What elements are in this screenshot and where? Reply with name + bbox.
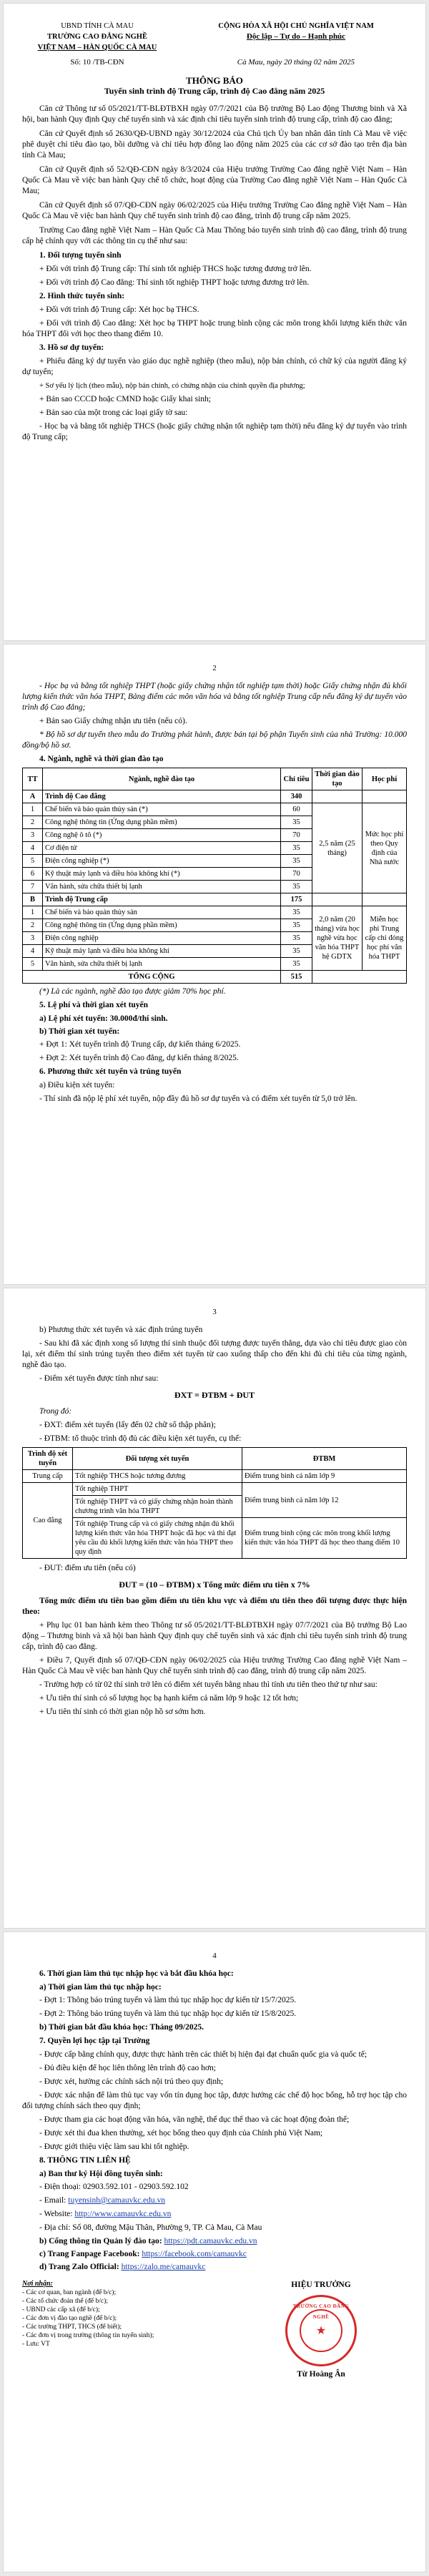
list-item: - Được tham gia các hoạt động văn hóa, văn nghệ, thể dục thể thao và các hoạt động đoàn thể;: [39, 2115, 350, 2124]
programs-table: [22, 768, 407, 984]
section-heading: 6. Phương thức xét tuyển và trúng tuyển: [39, 1067, 182, 1076]
table-cell: Trung cấp: [23, 1470, 73, 1483]
table-cell: 1: [23, 803, 43, 816]
contact-phone: - Điện thoại: 02903.592.101 - 02903.592.102: [39, 2183, 189, 2191]
page-number: 2: [212, 664, 217, 672]
intro-paragraph: Căn cứ Quyết định số 07/QĐ-CĐN ngày 06/02/2025 của Hiệu trưởng Trường Cao đẳng nghề Việt Nam – Hàn Quốc Cà Mau về việc ban hành Quy chế tuyển sinh trình độ cao đẳng, trình độ trung cấp năm 2025.: [22, 201, 407, 220]
list-item: + Đợt 2: Xét tuyển trình độ Cao đẳng, dự kiến tháng 8/2025.: [39, 1054, 239, 1062]
document-subtitle: Tuyển sinh trình độ Trung cấp, trình độ Cao đẳng năm 2025: [104, 86, 325, 96]
table-cell: 3: [23, 932, 43, 945]
list-item: - Đợt 1: Thông báo trúng tuyển và làm thủ tục nhập học dự kiến từ 15/7/2025.: [39, 1996, 297, 2004]
table-cell: 35: [281, 842, 312, 855]
nation-motto: Độc lập – Tự do – Hạnh phúc: [246, 32, 346, 41]
table-cell: Công nghệ thông tin (Ứng dụng phần mềm): [43, 919, 281, 932]
table-header: Đối tượng xét tuyển: [73, 1448, 242, 1470]
list-item: + Đối với trình độ Trung cấp: Xét học bạ THCS.: [39, 305, 199, 314]
table-cell: 35: [281, 945, 312, 958]
list-item: - Học bạ và bằng tốt nghiệp THCS (hoặc giấy chứng nhận tốt nghiệp tạm thời) nếu đăng ký dự tuyển vào trình độ Trung cấp;: [22, 422, 407, 441]
place-date: Cà Mau, ngày 20 tháng 02 năm 2025: [237, 58, 355, 67]
table-cell: [363, 790, 407, 803]
section-heading: 6. Thời gian làm thủ tục nhập học và bắt đầu khóa học:: [39, 1969, 234, 1978]
intro-paragraph: Căn cứ Quyết định số 52/QĐ-CĐN ngày 8/3/2024 của Hiệu trưởng Trường Cao đẳng nghề Việt Nam – Hàn Quốc Cà Mau về việc ban hành Quy chế tổ chức, hoạt động của Trường Cao đẳng nghề Việt Nam – Hàn Quốc Cà Mau;: [22, 165, 407, 195]
document-title: THÔNG BÁO: [186, 75, 243, 86]
table-cell: 35: [281, 958, 312, 971]
table-row: [23, 906, 407, 919]
table-header: Chỉ tiêu: [281, 768, 312, 790]
table-total-row: [23, 971, 407, 984]
subsection-heading: a) Ban thư ký Hội đồng tuyển sinh:: [39, 2170, 163, 2178]
document-header: [22, 21, 407, 53]
document-page-2: [3, 644, 426, 1285]
table-cell: A: [23, 790, 43, 803]
section-heading: 8. THÔNG TIN LIÊN HỆ: [39, 2156, 131, 2165]
formula: ĐXT = ĐTBM + ĐUT: [174, 1390, 255, 1400]
list-item: + Ưu tiên thí sinh có thời gian nộp hồ sơ sớm hơn.: [39, 1708, 206, 1716]
portal-link[interactable]: https://pdt.camauvkc.edu.vn: [164, 2237, 257, 2246]
table-cell: 35: [281, 881, 312, 893]
table-cell: 4: [23, 842, 43, 855]
table-cell: 175: [281, 893, 312, 906]
org-main: TRƯỜNG CAO ĐẲNG NGHỀ: [47, 33, 147, 41]
table-cell: Điểm trung bình cả năm lớp 12: [242, 1483, 407, 1518]
table-cell: Điện công nghiệp: [43, 932, 281, 945]
recipient-item: - Các đơn vị trong trường (thông tin tuyển sinh);: [22, 2332, 154, 2339]
table-cell: 7: [23, 881, 43, 893]
table-cell: 2,0 năm (20 tháng) vừa học nghề vừa học văn hóa THPT hệ GDTX: [312, 906, 363, 971]
table-cell: 515: [281, 971, 312, 984]
recipient-item: - UBND các cấp xã (để b/c);: [22, 2306, 100, 2313]
star-icon: ★: [300, 2309, 342, 2352]
subsection-heading: b) Thời gian xét tuyển:: [39, 1027, 120, 1036]
definition: - ĐTBM: tổ thuộc trình độ đủ các điều kiện xét tuyển, cụ thể:: [39, 1434, 242, 1443]
table-cell: Văn hành, sửa chữa thiết bị lạnh: [43, 881, 281, 893]
email-label: - Email:: [39, 2196, 69, 2205]
table-row: [23, 1518, 407, 1559]
document-page-3: [3, 1288, 426, 1929]
table-cell: Điện công nghiệp (*): [43, 855, 281, 868]
list-item: - Được cấp bằng chính quy, được thực hành trên các thiết bị hiện đại đạt chuẩn quốc gia và quốc tế;: [39, 2050, 368, 2059]
table-cell: Văn hành, sửa chữa thiết bị lạnh: [43, 958, 281, 971]
table-cell: 5: [23, 958, 43, 971]
subsection-heading: a) Điều kiện xét tuyển:: [39, 1081, 115, 1089]
org-sub: VIỆT NAM – HÀN QUỐC CÀ MAU: [37, 44, 157, 52]
table-cell: 35: [281, 855, 312, 868]
table-row: [23, 1483, 407, 1496]
table-cell: [363, 893, 407, 906]
table-header: Ngành, nghề đào tạo: [43, 768, 281, 790]
section-heading: 4. Ngành, nghề và thời gian đào tạo: [39, 755, 164, 763]
contact-address: - Địa chỉ: Số 08, đường Mậu Thân, Phường 9, TP. Cà Mau, Cà Mau: [39, 2223, 262, 2232]
seal-text: TRƯỜNG CAO ĐẲNG NGHỀ: [292, 2303, 350, 2320]
table-cell: 35: [281, 906, 312, 919]
table-header: Thời gian đào tạo: [312, 768, 363, 790]
recipient-item: - Các cơ quan, ban ngành (để b/c);: [22, 2289, 117, 2296]
recipient-item: - Các đơn vị đào tạo nghề (để b/c);: [22, 2315, 117, 2322]
subsection-heading: b) Phương thức xét tuyển và xác định trúng tuyển: [39, 1326, 203, 1334]
table-cell: Cao đẳng: [23, 1483, 73, 1559]
list-item: + Đợt 1: Xét tuyển trình độ Trung cấp, dự kiến tháng 6/2025.: [39, 1040, 241, 1049]
section-heading: 1. Đối tượng tuyển sinh: [39, 251, 122, 260]
table-cell: 60: [281, 803, 312, 816]
signer: [235, 2280, 407, 2380]
section-heading: 5. Lệ phí và thời gian xét tuyển: [39, 1001, 149, 1009]
table-cell: 6: [23, 868, 43, 881]
list-item: + Bản sao Giấy chứng nhận ưu tiên (nếu có).: [39, 717, 187, 725]
paragraph: + Phụ lục 01 ban hành kèm theo Thông tư số 05/2021/TT-BLĐTBXH ngày 07/7/2021 của Bộ trưởng Bộ Lao động – Thương binh và xã hội ban hành Quy định quy chế tuyển sinh và xác định chỉ tiêu tuyển sinh trình độ trung cấp, trình độ cao đẳng.: [22, 1621, 407, 1651]
document-page-1: [3, 3, 426, 641]
paragraph: Trong đó:: [39, 1407, 72, 1416]
official-seal: [285, 2295, 357, 2366]
definition: - ĐUT: điểm ưu tiên (nếu có): [39, 1564, 136, 1572]
definition: - ĐXT: điểm xét tuyển (lấy đến 02 chữ số thập phân);: [39, 1421, 216, 1429]
paragraph: Tổng mức điểm ưu tiên bao gồm điểm ưu tiên khu vực và điểm ưu tiên theo đối tượng được thực hiện theo:: [22, 1597, 407, 1616]
table-cell: B: [23, 893, 43, 906]
contact-zalo: [22, 2262, 407, 2273]
signature-block: [22, 2280, 407, 2380]
section-heading: 7. Quyền lợi học tập tại Trường: [39, 2037, 150, 2045]
page-number: 3: [212, 1308, 217, 1316]
contact-website: [22, 2209, 407, 2220]
table-cell: Công nghệ thông tin (Ứng dụng phần mềm): [43, 816, 281, 829]
list-item: - Được xét thi đua khen thưởng, xét học bổng theo quy định của Chính phủ Việt Nam;: [39, 2129, 323, 2137]
page-number: 4: [212, 1951, 217, 1960]
org-top: UBND TỈNH CÀ MAU: [61, 22, 134, 30]
table-cell: 2,5 năm (25 tháng): [312, 803, 363, 893]
table-cell: Tốt nghiệp THPT và có giấy chứng nhận hoàn thành chương trình văn hóa THPT: [73, 1496, 242, 1518]
table-row: [23, 803, 407, 816]
table-cell: Mức học phí theo Quy định của Nhà nước: [363, 803, 407, 893]
signer-name: Từ Hoàng Ân: [297, 2370, 345, 2379]
recipients: [22, 2280, 187, 2380]
table-cell: 70: [281, 829, 312, 842]
facebook-link[interactable]: https://facebook.com/camauvkc: [142, 2250, 247, 2258]
portal-label: b) Cổng thông tin Quản lý đào tạo:: [39, 2237, 164, 2246]
zalo-label: d) Trang Zalo Official:: [39, 2263, 122, 2271]
intro-paragraph: Căn cứ Quyết định số 2630/QĐ-UBND ngày 30/12/2024 của Chủ tịch Ủy ban nhân dân tỉnh Cà Mau về việc phê duyệt chỉ tiêu đào tạo, bồi dưỡng và chỉ tiêu hợp đồng lao động năm 2025 của các cơ sở đào tạo trên địa bàn tỉnh Cà Mau;: [22, 129, 407, 160]
subsection-heading: a) Thời gian làm thủ tục nhập học:: [39, 1983, 162, 1992]
table-cell: Chế biến và bảo quản thủy sản: [43, 906, 281, 919]
list-item: - Được giới thiệu việc làm sau khi tốt nghiệp.: [39, 2142, 189, 2151]
website-link[interactable]: http://www.camauvkc.edu.vn: [74, 2210, 172, 2218]
list-item: + Bản sao của một trong các loại giấy tờ sau:: [39, 408, 188, 417]
list-item: + Đối với trình độ Cao đẳng: Xét học bạ THPT hoặc trung bình cộng các môn trong khối lượng kiến thức văn hóa THPT đối với học theo thang điểm 10.: [22, 319, 407, 338]
table-header: Học phí: [363, 768, 407, 790]
recipient-item: - Lưu: VT: [22, 2341, 50, 2348]
list-item: + Đối với trình độ Trung cấp: Thí sinh tốt nghiệp THCS hoặc tương đương trở lên.: [39, 265, 312, 273]
section-heading: 2. Hình thức tuyển sinh:: [39, 292, 125, 300]
table-cell: 1: [23, 906, 43, 919]
table-cell: Kỹ thuật máy lạnh và điều hòa không khí: [43, 945, 281, 958]
list-item: - Được xác nhận để làm thủ tục vay vốn tín dụng học tập, được hưởng các chế độ học bổng, hỗ trợ học tập cho đối tượng chính sách theo quy định;: [22, 2091, 407, 2110]
intro-paragraph: Căn cứ Thông tư số 05/2021/TT-BLĐTBXH ngày 07/7/2021 của Bộ trưởng Bộ Lao động Thương binh và Xã hội, ban hành Quy định Quy chế tuyển sinh và xác định chỉ tiêu tuyển sinh trình độ trung cấp, trình độ cao đẳng;: [22, 104, 407, 124]
list-item: - Đủ điều kiện để học liên thông lên trình độ cao hơn;: [39, 2064, 216, 2072]
paragraph: - Điểm xét tuyển được tính như sau:: [39, 1374, 159, 1383]
document-page-4: [3, 1931, 426, 2572]
list-item: - Học bạ và bằng tốt nghiệp THPT (hoặc giấy chứng nhận tốt nghiệp tạm thời) hoặc Giấy chứng nhận đủ khối lượng kiến thức văn hóa THPT, Bảng điểm các môn văn hóa và bằng tốt nghiệp Trung cấp nếu đăng ký dự tuyển vào trình độ Cao đẳng;: [22, 682, 407, 712]
table-cell: Kỹ thuật máy lạnh và điều hòa không khí (*): [43, 868, 281, 881]
recipient-item: - Các tổ chức đoàn thể (để b/c);: [22, 2298, 108, 2305]
table-cell: Trình độ Trung cấp: [43, 893, 281, 906]
table-cell: Tốt nghiệp THCS hoặc tương đương: [73, 1470, 242, 1483]
subsection-heading: b) Thời gian bắt đầu khóa học: Tháng 09/2025.: [39, 2023, 204, 2032]
table-cell: Miễn học phí Trung cấp chỉ đóng học phí văn hóa THPT: [363, 906, 407, 971]
table-row: [23, 1470, 407, 1483]
facebook-label: c) Trang Fanpage Facebook:: [39, 2250, 142, 2258]
email-link[interactable]: tuyensinh@camauvkc.edu.vn: [68, 2196, 166, 2205]
list-item: + Sơ yếu lý lịch (theo mẫu), nộp bản chính, có chứng nhận của chính quyền địa phương;: [39, 382, 305, 390]
table-cell: Tốt nghiệp Trung cấp và có giấy chứng nhận đủ khối lượng kiến thức văn hóa THPT hoặc đã học và thi đạt yêu cầu đủ khối lượng kiến thức văn hóa THPT theo quy định: [73, 1518, 242, 1559]
table-header: TT: [23, 768, 43, 790]
document-number: Số: 10 /TB-CĐN: [70, 58, 124, 67]
nation-name: CỘNG HÒA XÃ HỘI CHỦ NGHĨA VIỆT NAM: [218, 22, 374, 30]
issuing-organization: [22, 21, 172, 53]
list-item: + Đối với trình độ Cao đẳng: Thí sinh tốt nghiệp THPT hoặc tương đương trở lên.: [39, 278, 310, 287]
table-header: Trình độ xét tuyển: [23, 1448, 73, 1470]
table-cell: 2: [23, 816, 43, 829]
table-cell: [312, 893, 363, 906]
paragraph: - Thí sinh đã nộp lệ phí xét tuyển, nộp đầy đủ hồ sơ dự tuyển và có điểm xét tuyển từ 5,0 trở lên.: [39, 1094, 358, 1103]
table-cell: 35: [281, 932, 312, 945]
table-cell: [312, 790, 363, 803]
table-cell: Điểm trung bình cả năm lớp 9: [242, 1470, 407, 1483]
contact-portal: [22, 2236, 407, 2247]
table-row: [23, 790, 407, 803]
table-cell: 35: [281, 919, 312, 932]
section-heading: 3. Hồ sơ dự tuyển:: [39, 343, 104, 352]
table-cell: Cơ điện tử: [43, 842, 281, 855]
paragraph: + Điều 7, Quyết định số 07/QĐ-CĐN ngày 06/02/2025 của Hiệu trưởng Trường Cao đẳng nghề Việt Nam – Hàn Quốc Cà Mau về việc ban hành Quy chế tuyển sinh trình độ cao đẳng, trình độ trung cấp năm 2025.: [22, 1656, 407, 1675]
list-item: + Phiếu đăng ký dự tuyển vào giáo dục nghề nghiệp (theo mẫu), nộp bản chính, có chữ ký của người đăng ký dự tuyển;: [22, 357, 407, 376]
note: * Bộ hồ sơ dự tuyển theo mẫu do Trường phát hành, được bán tại bộ phận Tuyển sinh của nhà Trường: 10.000 đồng/bộ hồ sơ.: [22, 730, 407, 750]
contact-email: [22, 2195, 407, 2206]
table-cell: Tốt nghiệp THPT: [73, 1483, 242, 1496]
intro-paragraph: Trường Cao đẳng nghề Việt Nam – Hàn Quốc Cà Mau Thông báo tuyển sinh trình độ cao đẳng, trình độ trung cấp hệ chính quy với các thông tin cụ thể như sau:: [22, 226, 407, 245]
table-row: [23, 893, 407, 906]
table-cell: TỔNG CỘNG: [23, 971, 281, 984]
table-footnote: (*) Là các ngành, nghề đào tạo được giảm 70% học phí.: [39, 987, 226, 996]
recipient-item: - Các trường THPT, THCS (để biết);: [22, 2323, 122, 2331]
table-cell: 35: [281, 816, 312, 829]
table-cell: 3: [23, 829, 43, 842]
list-item: - Đợt 2: Thông báo trúng tuyển và làm thủ tục nhập học dự kiến từ 15/8/2025.: [39, 2009, 297, 2018]
table-cell: 340: [281, 790, 312, 803]
table-cell: 4: [23, 945, 43, 958]
paragraph: - Sau khi đã xác định xong số lượng thí sinh thuộc đối tượng được tuyển thẳng, dựa vào chỉ tiêu được giao còn lại, xét điểm thí sinh trúng tuyển theo điểm xét tuyển từ cao xuống thấp cho đến khi đủ chỉ tiêu của từng ngành, nghề đào tạo.: [22, 1339, 407, 1369]
list-item: + Bản sao CCCD hoặc CMND hoặc Giấy khai sinh;: [39, 395, 211, 403]
list-item: + Ưu tiên thí sinh có số lượng học bạ hạnh kiểm cả năm lớp 9 hoặc 12 tốt hơn;: [39, 1694, 299, 1703]
zalo-link[interactable]: https://zalo.me/camauvkc: [121, 2263, 206, 2271]
list-item: - Được xét, hưởng các chính sách nội trú theo quy định;: [39, 2077, 224, 2086]
formula: ĐUT = (10 – ĐTBM) x Tổng mức điểm ưu tiên x 7%: [119, 1580, 310, 1590]
table-cell: Trình độ Cao đẳng: [43, 790, 281, 803]
table-cell: Công nghệ ô tô (*): [43, 829, 281, 842]
national-header: [185, 21, 407, 53]
paragraph: - Trường hợp có từ 02 thí sinh trở lên có điểm xét tuyển bằng nhau thì tính ưu tiên theo thứ tự như sau:: [39, 1680, 378, 1689]
signer-role: HIỆU TRƯỞNG: [291, 2281, 351, 2289]
table-cell: Chế biến và bảo quản thủy sản (*): [43, 803, 281, 816]
website-label: - Website:: [39, 2210, 75, 2218]
table-cell: 70: [281, 868, 312, 881]
table-cell: Điểm trung bình cộng các môn trong khối lượng kiến thức văn hóa THPT đã học theo thang điểm 10: [242, 1518, 407, 1559]
subsection-heading: a) Lệ phí xét tuyển: 30.000đ/thí sinh.: [39, 1014, 168, 1023]
contact-facebook: [22, 2249, 407, 2260]
recipients-label: Nơi nhận:: [22, 2280, 53, 2288]
table-cell: [312, 971, 407, 984]
score-table: [22, 1447, 407, 1559]
table-cell: 2: [23, 919, 43, 932]
table-cell: 5: [23, 855, 43, 868]
table-header: ĐTBM: [242, 1448, 407, 1470]
